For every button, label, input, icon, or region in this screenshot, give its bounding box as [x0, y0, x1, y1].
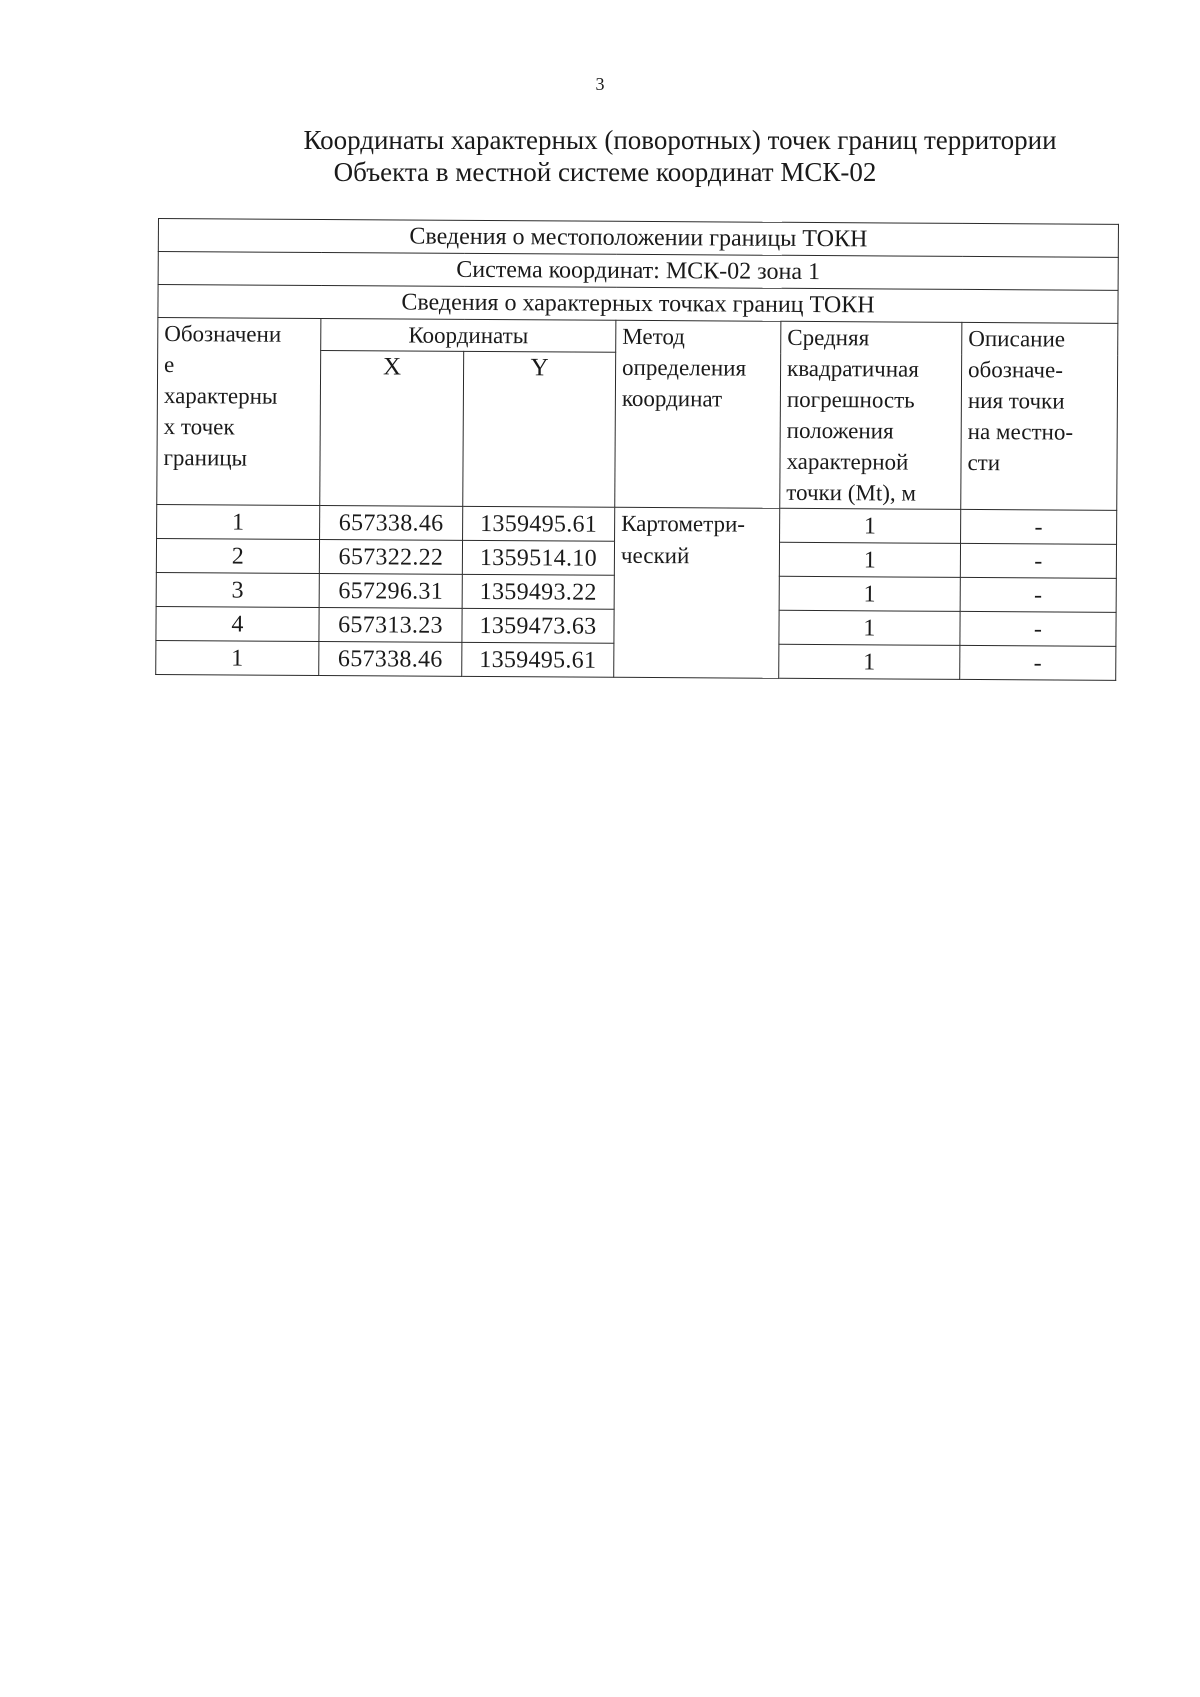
table-title-row: Сведения о местоположении границы ТОКН [158, 219, 1118, 258]
cell-point: 1 [156, 640, 319, 675]
cell-description: - [960, 645, 1116, 680]
header-description [961, 322, 1118, 510]
cell-y: 1359495.61 [462, 642, 614, 677]
cell-x: 657313.23 [319, 607, 462, 642]
header-designation-line: х точек [163, 414, 235, 440]
coordinate-system-row: Система координат: МСК-02 зона 1 [158, 252, 1118, 291]
cell-y: 1359473.63 [462, 608, 614, 643]
cell-x: 657338.46 [320, 505, 463, 540]
header-error-line: положения [786, 417, 894, 444]
header-error-line: погрешность [786, 386, 915, 413]
cell-x: 657296.31 [319, 573, 462, 608]
header-designation-line: границы [163, 445, 248, 471]
cell-description: - [960, 611, 1116, 646]
cell-error: 1 [779, 542, 960, 577]
header-designation [157, 318, 321, 506]
cell-error: 1 [779, 610, 960, 645]
page-number: 3 [595, 74, 605, 94]
header-description-line: сти [967, 449, 1001, 476]
header-coordinates: Координаты [321, 318, 616, 352]
cell-y: 1359495.61 [463, 506, 615, 541]
cell-point: 3 [156, 572, 319, 607]
header-method-line: Метод [622, 323, 686, 350]
header-y: Y [463, 351, 616, 507]
cell-description: - [960, 543, 1116, 578]
header-x: X [320, 350, 464, 506]
header-description-line: ния точки [967, 387, 1065, 414]
header-error-line: точки (Mt), м [786, 479, 917, 506]
header-designation-line: е [164, 352, 175, 378]
header-error-line: квадратичная [787, 355, 919, 382]
title-line-1: Координаты характерных (поворотных) точек границ территории [303, 125, 1057, 155]
header-method-line: определения [622, 354, 747, 381]
cell-description: - [961, 509, 1117, 544]
points-info-row: Сведения о характерных точках границ ТОКН [158, 285, 1118, 324]
header-description-line: обозначе- [968, 356, 1063, 383]
method-line: ческий [620, 542, 690, 569]
cell-point: 2 [156, 538, 319, 573]
cell-error: 1 [779, 644, 960, 679]
header-method [615, 320, 781, 508]
cell-y: 1359514.10 [462, 540, 614, 575]
header-error-line: Средняя [787, 324, 870, 351]
header-method-line: координат [621, 385, 723, 412]
coordinates-sheet [155, 218, 1118, 681]
cell-y: 1359493.22 [462, 574, 614, 609]
header-description-line: Описание [968, 325, 1066, 352]
header-designation-line: Обозначени [164, 321, 282, 347]
cell-error: 1 [779, 576, 960, 611]
header-designation-line: характерны [163, 383, 278, 409]
cell-description: - [960, 577, 1116, 612]
cell-point: 4 [156, 606, 319, 641]
title-line-2: Объекта в местной системе координат МСК-02 [333, 157, 877, 187]
cell-x: 657322.22 [319, 539, 462, 574]
method-line: Картометри- [621, 510, 746, 537]
cell-error: 1 [780, 508, 961, 543]
header-description-line: на местно- [967, 418, 1074, 445]
cell-point: 1 [157, 504, 320, 539]
header-error [780, 321, 962, 509]
table-row [157, 504, 1117, 544]
document-title [0, 124, 1200, 188]
cell-x: 657338.46 [319, 641, 462, 676]
coordinates-table [155, 218, 1119, 681]
header-error-line: характерной [786, 448, 909, 475]
cell-method [614, 507, 780, 678]
